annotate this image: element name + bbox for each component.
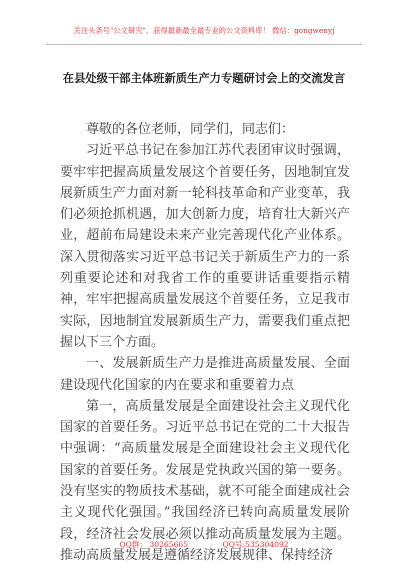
document-title: 在县处级干部主体班新质生产力专题研讨会上的交流发言 — [62, 71, 346, 85]
header-divider — [46, 44, 362, 45]
footer-qq: QQ号:535304092 — [222, 540, 289, 549]
section-heading-1: 一、发展新质生产力是推进高质量发展、全面建设现代化国家的内在要求和重要着力点 — [60, 356, 350, 393]
header-notice: 关注头条号"公文研究"，获得最新最全最专业的公文资料库！ 微信：gongwenyj — [73, 26, 335, 35]
footer — [0, 539, 408, 550]
greeting: 尊敬的各位老师，同学们，同志们： — [86, 122, 295, 137]
footer-qq-group: QQ群： 30265665 — [119, 540, 189, 549]
paragraph-intro: 习近平总书记在参加江苏代表团审议时强调，要牢牢把握高质量发展这个首要任务，因地制宜发展新质生产力面对新一轮科技革命和产业变革，我们必须抢抓机遇，加大创新力度，培育壮大新兴产业，超前布局建设未来产业完善现代化产业体系。深入贯彻落实习近平总书记关于新质生产力的一系列重要论述和对我省工作的重要讲话重要指示精神，牢牢把握高质量发展这个首要任务，立足我市实际，因地制宜发展新质生产力，需要我们重点把握以下三个方面。 — [60, 143, 350, 350]
document-body — [60, 119, 350, 566]
paragraph-1: 第一，高质量发展是全面建设社会主义现代化国家的首要任务。习近平总书记在党的二十大报告中强调：“高质量发展是全面建设社会主义现代化国家的首要任务。发展是党执政兴国的第一要务。没有坚实的物质技术基础，就不可能全面建成社会主义现代化强国。”我国经济已转向高质量发展阶段，经济社会发展必须以推动高质量发展为主题。推动高质量发展是遵循经济发展规律、保持经济 — [60, 398, 350, 563]
